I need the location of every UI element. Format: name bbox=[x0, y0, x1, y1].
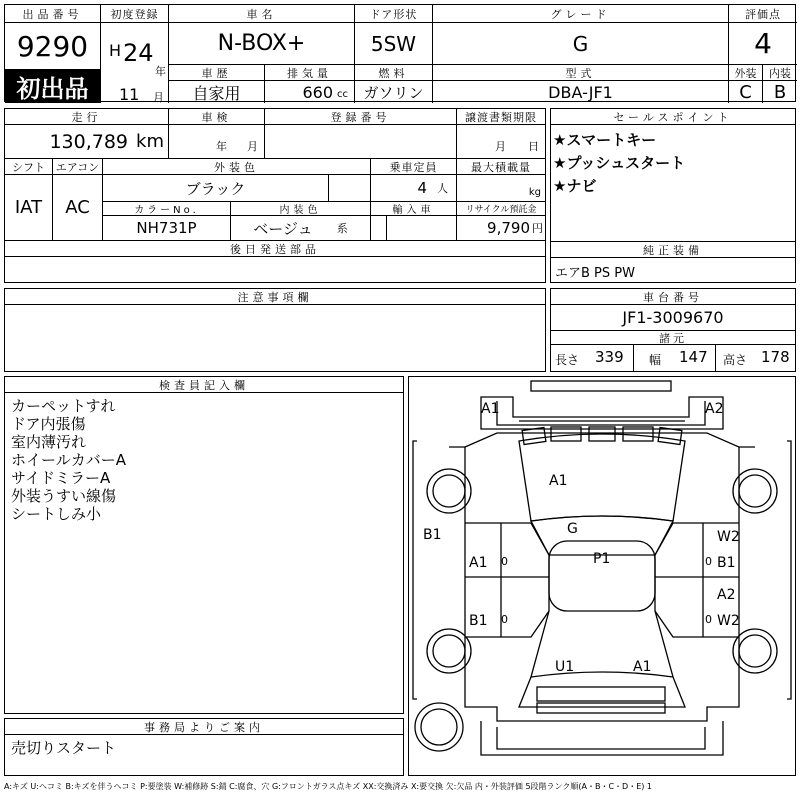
ac-label: エアコン bbox=[53, 159, 103, 175]
grade: G bbox=[433, 23, 729, 65]
recycle-box bbox=[457, 216, 545, 241]
mark-right-door: B1 bbox=[717, 555, 736, 571]
mark-o1: 0 bbox=[501, 555, 508, 568]
inspection-label: 車検 bbox=[169, 109, 265, 125]
inspector-note: 外装うすい線傷 bbox=[11, 487, 117, 505]
height-label: 高さ bbox=[723, 353, 748, 367]
history-label: 車歴 bbox=[169, 65, 265, 81]
exterior-grade: C bbox=[729, 81, 763, 103]
mileage-box bbox=[5, 125, 169, 159]
mileage-unit: km bbox=[136, 131, 164, 152]
seats-unit: 人 bbox=[437, 182, 448, 195]
equip: エアB PS PW bbox=[555, 266, 635, 281]
color-no: NH731P bbox=[103, 216, 231, 241]
inspection-month: 月 bbox=[247, 140, 258, 153]
reg-month: 11 bbox=[119, 85, 140, 104]
sales-point-2: ★プッシュスタート bbox=[553, 154, 686, 172]
sales-block bbox=[550, 108, 796, 283]
recycle-label: リサイクル預託金 bbox=[457, 202, 545, 216]
import-box-a bbox=[371, 216, 387, 241]
load-unit: kg bbox=[528, 187, 541, 198]
reg-year-unit: 年 bbox=[155, 65, 166, 78]
score-label: 評価点 bbox=[729, 5, 797, 23]
int-color-box bbox=[231, 216, 371, 241]
car-name: N-BOX+ bbox=[169, 23, 355, 65]
mark-right-front: W2 bbox=[717, 529, 740, 545]
inspector-note: ドア内張傷 bbox=[11, 415, 86, 433]
inspector-label: 検査員記入欄 bbox=[5, 377, 403, 393]
reg-month-unit: 月 bbox=[153, 91, 164, 104]
chassis-number: JF1-3009670 bbox=[551, 305, 795, 331]
import-box-b bbox=[387, 216, 457, 241]
mark-rear-left: U1 bbox=[555, 659, 575, 675]
fuel-label: 燃料 bbox=[355, 65, 433, 81]
era: H bbox=[109, 41, 122, 60]
first-reg-label: 初度登録 bbox=[101, 5, 169, 23]
exterior-label: 外装 bbox=[729, 65, 763, 81]
inspector-note: シートしみ小 bbox=[11, 505, 102, 523]
seats: 4 bbox=[417, 179, 427, 197]
chassis-label: 車台番号 bbox=[551, 289, 795, 305]
inspector-block bbox=[4, 376, 404, 714]
inspector-note: カーペットすれ bbox=[11, 397, 116, 415]
car-diagram bbox=[408, 376, 796, 776]
int-color-label: 内装色 bbox=[231, 202, 371, 216]
lot-number: 9290 bbox=[5, 23, 101, 69]
mark-left-rear-door: B1 bbox=[469, 613, 488, 629]
transfer-month: 月 bbox=[495, 140, 506, 153]
mark-left-fender: B1 bbox=[423, 527, 442, 543]
mark-front-left: A1 bbox=[481, 401, 500, 417]
interior-label: 内装 bbox=[763, 65, 797, 81]
fuel: ガソリン bbox=[355, 81, 433, 103]
history: 自家用 bbox=[169, 81, 265, 103]
mileage: 130,789 bbox=[49, 130, 129, 153]
load-label: 最大積載量 bbox=[457, 159, 545, 175]
displacement-box bbox=[265, 81, 355, 103]
mark-o3: 0 bbox=[705, 555, 712, 568]
dims-div-2 bbox=[715, 345, 716, 371]
door-label: ドア形状 bbox=[355, 5, 433, 23]
sales-point-3: ★ナビ bbox=[553, 177, 597, 195]
ac: AC bbox=[53, 175, 103, 241]
later-parts-label: 後日発送部品 bbox=[5, 241, 545, 257]
inspection-year: 年 bbox=[216, 140, 227, 153]
reg-number-label: 登録番号 bbox=[265, 109, 457, 125]
grade-label: グレード bbox=[433, 5, 729, 23]
transfer-day: 日 bbox=[528, 140, 539, 153]
mark-left-door: A1 bbox=[469, 555, 488, 571]
inspector-notes bbox=[11, 397, 126, 523]
color-label: 外装色 bbox=[103, 159, 371, 175]
mark-right-rear: A2 bbox=[717, 587, 736, 603]
mark-front-right: A2 bbox=[705, 401, 724, 417]
displacement-label: 排気量 bbox=[265, 65, 355, 81]
recycle: 9,790 bbox=[487, 219, 530, 237]
equip-label: 純正装備 bbox=[551, 242, 795, 258]
notice-block bbox=[4, 288, 546, 372]
legend: A:キズ U:ヘコミ B:キズを伴うヘコミ P:要塗装 W:補修跡 S:錆 C:腐食、穴 G:フロントガラス点キズ XX:交換済み X:要交換 欠:欠品 内・外装評価 5段階ランク順(A・B・C・D・E) 1 bbox=[4, 782, 653, 791]
int-color-unit: 系 bbox=[336, 222, 348, 235]
chassis-block bbox=[550, 288, 796, 372]
reg-number-box bbox=[265, 125, 457, 159]
length: 339 bbox=[595, 348, 624, 366]
color-extra bbox=[329, 175, 371, 202]
car-name-label: 車名 bbox=[169, 5, 355, 23]
dims-label: 諸元 bbox=[551, 331, 795, 345]
mark-roof: G bbox=[567, 521, 578, 537]
mileage-label: 走行 bbox=[5, 109, 169, 125]
width-label: 幅 bbox=[649, 353, 662, 367]
import-label: 輸入車 bbox=[371, 202, 457, 216]
header-block bbox=[4, 4, 796, 102]
office-block bbox=[4, 718, 404, 776]
mark-rear-right: A1 bbox=[633, 659, 652, 675]
lot-number-label: 出品番号 bbox=[5, 5, 101, 23]
interior-grade: B bbox=[773, 81, 787, 103]
office-message: 売切りスタート bbox=[11, 739, 117, 757]
dims-div-1 bbox=[633, 345, 634, 371]
inspection-box bbox=[169, 125, 265, 159]
car-diagram-drawing bbox=[409, 377, 795, 775]
seats-box bbox=[371, 175, 457, 202]
model-label: 型式 bbox=[433, 65, 729, 81]
shift: IAT bbox=[5, 175, 53, 241]
mark-o2: 0 bbox=[501, 613, 508, 626]
score: 4 bbox=[729, 23, 797, 65]
transfer-label: 譲渡書類期限 bbox=[457, 109, 545, 125]
inspector-note: サイドミラーA bbox=[11, 469, 111, 487]
notice-label: 注意事項欄 bbox=[5, 289, 545, 305]
recycle-unit: 円 bbox=[532, 222, 543, 235]
mark-panel: P1 bbox=[593, 551, 611, 567]
mark-o4: 0 bbox=[705, 613, 712, 626]
height: 178 bbox=[761, 348, 790, 366]
model: DBA-JF1 bbox=[433, 81, 729, 103]
sales-label: セールスポイント bbox=[551, 109, 795, 125]
mark-hood: A1 bbox=[549, 473, 568, 489]
transfer-box bbox=[457, 125, 545, 159]
inspector-note: ホイールカバーA bbox=[11, 451, 126, 469]
shift-label: シフト bbox=[5, 159, 53, 175]
displacement: 660 bbox=[302, 82, 333, 102]
reg-year: 24 bbox=[123, 39, 154, 67]
door-type: 5SW bbox=[355, 23, 433, 65]
mark-right-rear2: W2 bbox=[717, 613, 740, 629]
displacement-unit: cc bbox=[337, 88, 348, 100]
sales-point-1: ★スマートキー bbox=[553, 131, 657, 149]
office-label: 事務局よりご案内 bbox=[5, 719, 403, 735]
width: 147 bbox=[679, 348, 708, 366]
specs-block bbox=[4, 108, 546, 283]
color: ブラック bbox=[103, 175, 329, 202]
load-box bbox=[457, 175, 545, 202]
inspector-note: 室内薄汚れ bbox=[11, 433, 87, 451]
first-listing-badge: 初出品 bbox=[5, 69, 101, 103]
color-no-label: カラーNo. bbox=[103, 202, 231, 216]
length-label: 長さ bbox=[555, 353, 580, 367]
seats-label: 乗車定員 bbox=[371, 159, 457, 175]
int-color: ベージュ bbox=[253, 219, 313, 238]
